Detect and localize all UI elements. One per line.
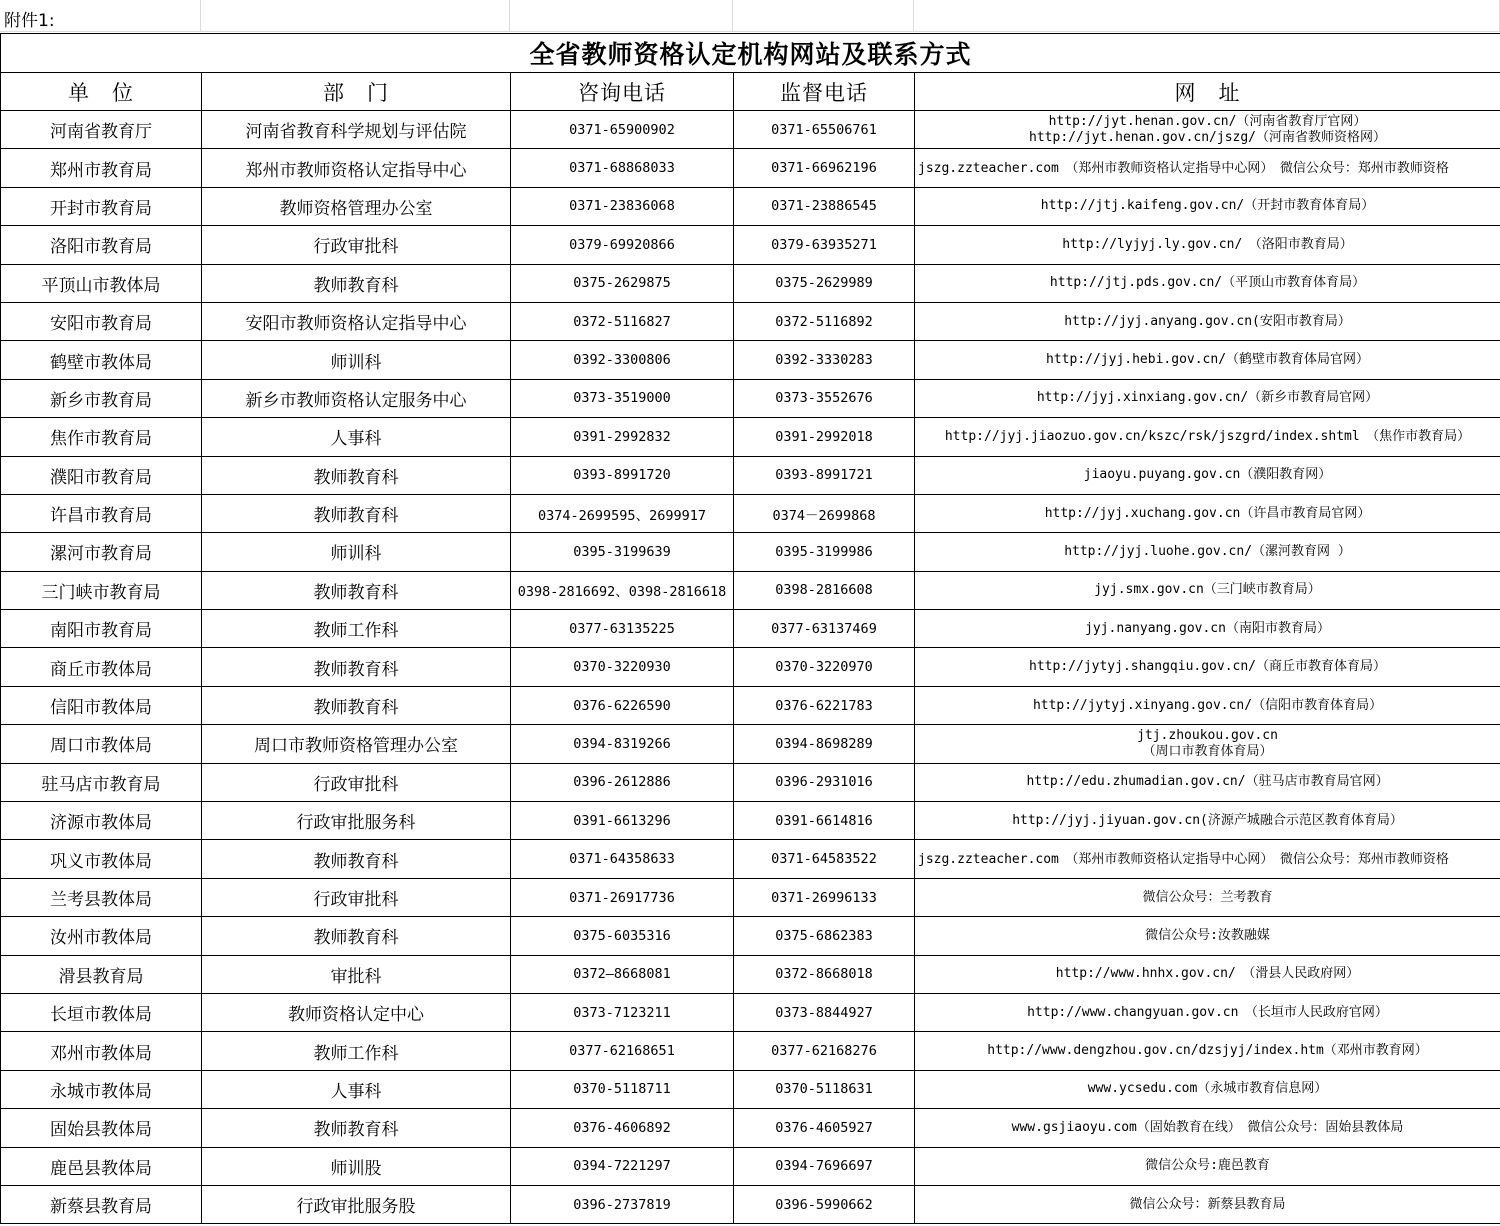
title-row [1,34,1500,73]
consult-phone-cell[interactable]: 0391-2992832 [511,418,734,456]
website-cell[interactable]: jyj.nanyang.gov.cn（南阳市教育局） [915,610,1500,648]
consult-phone-cell[interactable]: 0371-65900902 [511,111,734,149]
table-row [1,725,1500,763]
website-cell[interactable]: http://www.changyuan.gov.cn （长垣市人民政府官网） [915,993,1500,1031]
table-row [1,302,1500,340]
dept-cell[interactable]: 教师教育科 [202,571,511,609]
consult-phone-cell[interactable]: 0370-5118711 [511,1070,734,1108]
consult-phone-cell[interactable]: 0377-62168651 [511,1032,734,1070]
top-grid-row [0,0,1500,33]
dept-cell[interactable]: 审批科 [202,955,511,993]
supervise-phone-cell[interactable]: 0395-3199986 [734,533,915,571]
supervise-phone-cell[interactable]: 0375-6862383 [734,917,915,955]
unit-cell[interactable]: 河南省教育厅 [1,111,202,149]
unit-cell[interactable]: 新乡市教育局 [1,379,202,417]
consult-phone-cell[interactable]: 0394-8319266 [511,725,734,763]
website-cell[interactable]: jyj.smx.gov.cn（三门峡市教育局） [915,571,1500,609]
website-cell[interactable]: jszg.zzteacher.com （郑州市教师资格认定指导中心网） 微信公众号：郑州市教师资格 [915,149,1500,187]
unit-cell[interactable]: 平顶山市教体局 [1,264,202,302]
supervise-phone-cell[interactable]: 0394-8698289 [734,725,915,763]
consult-phone-cell[interactable]: 0396-2612886 [511,763,734,801]
table-row [1,1109,1500,1147]
header-dept: 部 门 [202,73,511,111]
consult-phone-cell[interactable]: 0377-63135225 [511,610,734,648]
consult-phone-cell[interactable]: 0375-6035316 [511,917,734,955]
table-row [1,878,1500,916]
table-row [1,379,1500,417]
unit-cell[interactable]: 长垣市教体局 [1,993,202,1031]
unit-cell[interactable]: 邓州市教体局 [1,1032,202,1070]
website-cell[interactable]: http://lyjyj.ly.gov.cn/ （洛阳市教育局） [915,226,1500,264]
dept-cell[interactable]: 师训科 [202,341,511,379]
supervise-phone-cell[interactable]: 0372-8668018 [734,955,915,993]
table-row [1,763,1500,801]
dept-cell[interactable]: 师训股 [202,1147,511,1185]
table-row [1,456,1500,494]
contact-table [0,33,1500,1224]
table-row [1,264,1500,302]
dept-cell[interactable]: 郑州市教师资格认定指导中心 [202,149,511,187]
header-unit: 单 位 [1,73,202,111]
website-cell[interactable]: http://jtj.kaifeng.gov.cn/（开封市教育体育局） [915,187,1500,225]
unit-cell[interactable]: 洛阳市教育局 [1,226,202,264]
dept-cell[interactable]: 行政审批科 [202,878,511,916]
dept-cell[interactable]: 教师教育科 [202,686,511,724]
website-cell[interactable]: http://jyj.hebi.gov.cn/（鹤壁市教育体局官网） [915,341,1500,379]
unit-cell[interactable]: 永城市教体局 [1,1070,202,1108]
unit-cell[interactable]: 固始县教体局 [1,1109,202,1147]
dept-cell[interactable]: 行政审批科 [202,226,511,264]
consult-phone-cell[interactable]: 0391-6613296 [511,802,734,840]
consult-phone-cell[interactable]: 0371-64358633 [511,840,734,878]
table-row [1,1032,1500,1070]
website-cell[interactable]: jszg.zzteacher.com （郑州市教师资格认定指导中心网） 微信公众号：郑州市教师资格 [915,840,1500,878]
table-row [1,610,1500,648]
consult-phone-cell[interactable]: 0394-7221297 [511,1147,734,1185]
header-supervise-phone: 监督电话 [734,73,915,111]
table-row [1,533,1500,571]
consult-phone-cell[interactable]: 0396-2737819 [511,1185,734,1223]
supervise-phone-cell[interactable]: 0375-2629989 [734,264,915,302]
website-cell[interactable]: http://jytyj.xinyang.gov.cn/（信阳市教育体育局） [915,686,1500,724]
unit-cell[interactable]: 郑州市教育局 [1,149,202,187]
supervise-phone-cell[interactable]: 0379-63935271 [734,226,915,264]
supervise-phone-cell[interactable]: 0372-5116892 [734,302,915,340]
website-cell[interactable]: http://jyj.xinxiang.gov.cn/（新乡市教育局官网） [915,379,1500,417]
website-cell[interactable]: http://jyj.xuchang.gov.cn（许昌市教育局官网） [915,494,1500,532]
unit-cell[interactable]: 安阳市教育局 [1,302,202,340]
dept-cell[interactable]: 安阳市教师资格认定指导中心 [202,302,511,340]
consult-phone-cell[interactable]: 0371-26917736 [511,878,734,916]
grid-cell[interactable] [201,0,510,32]
supervise-phone-cell[interactable]: 0370-3220970 [734,648,915,686]
consult-phone-cell[interactable]: 0375-2629875 [511,264,734,302]
dept-cell[interactable]: 教师教育科 [202,917,511,955]
website-cell[interactable]: http://jyj.luohe.gov.cn/（漯河教育网 ） [915,533,1500,571]
table-row [1,1070,1500,1108]
consult-phone-cell[interactable]: 0372-5116827 [511,302,734,340]
dept-cell[interactable]: 教师教育科 [202,456,511,494]
dept-cell[interactable]: 人事科 [202,1070,511,1108]
unit-cell[interactable]: 三门峡市教育局 [1,571,202,609]
website-cell[interactable]: 微信公众号：兰考教育 [915,878,1500,916]
supervise-phone-cell[interactable]: 0398-2816608 [734,571,915,609]
supervise-phone-cell[interactable]: 0391-2992018 [734,418,915,456]
website-line[interactable]: http://jyt.henan.gov.cn/jszg/（河南省教师资格网） [1029,129,1387,145]
table-row [1,840,1500,878]
dept-cell[interactable]: 教师工作科 [202,1032,511,1070]
table-row [1,226,1500,264]
consult-phone-cell[interactable]: 0376-4606892 [511,1109,734,1147]
table-row [1,111,1500,149]
table-row [1,802,1500,840]
supervise-phone-cell[interactable]: 0371-64583522 [734,840,915,878]
table-row [1,686,1500,724]
grid-cell[interactable] [510,0,733,32]
website-cell[interactable]: http://jyj.jiyuan.gov.cn(济源产城融合示范区教育体育局） [915,802,1500,840]
consult-phone-cell[interactable]: 0376-6226590 [511,686,734,724]
website-cell[interactable]: www.gsjiaoyu.com（固始教育在线） 微信公众号：固始县教体局 [915,1109,1500,1147]
table-row [1,648,1500,686]
supervise-phone-cell[interactable]: 0392-3330283 [734,341,915,379]
website-cell[interactable] [915,725,1500,763]
attachment-label: 附件1: [4,11,55,31]
consult-phone-cell[interactable]: 0373-3519000 [511,379,734,417]
supervise-phone-cell[interactable]: 0377-62168276 [734,1032,915,1070]
website-cell[interactable]: http://www.dengzhou.gov.cn/dzsjyj/index.htm（邓州市教育网） [915,1032,1500,1070]
dept-cell[interactable]: 周口市教师资格管理办公室 [202,725,511,763]
dept-cell[interactable]: 行政审批服务股 [202,1185,511,1223]
unit-cell[interactable]: 兰考县教体局 [1,878,202,916]
unit-cell[interactable]: 濮阳市教育局 [1,456,202,494]
dept-cell[interactable]: 河南省教育科学规划与评估院 [202,111,511,149]
consult-phone-cell[interactable]: 0395-3199639 [511,533,734,571]
supervise-phone-cell[interactable]: 0371-26996133 [734,878,915,916]
header-row [1,73,1500,111]
website-cell[interactable]: http://edu.zhumadian.gov.cn/（驻马店市教育局官网） [915,763,1500,801]
consult-phone-cell[interactable]: 0392-3300806 [511,341,734,379]
consult-phone-cell[interactable]: 0370-3220930 [511,648,734,686]
dept-cell[interactable]: 教师教育科 [202,648,511,686]
dept-cell[interactable]: 教师资格认定中心 [202,993,511,1031]
dept-cell[interactable]: 教师教育科 [202,1109,511,1147]
website-cell[interactable]: 微信公众号:鹿邑教育 [915,1147,1500,1185]
table-row [1,571,1500,609]
website-cell[interactable]: http://jyj.anyang.gov.cn(安阳市教育局） [915,302,1500,340]
unit-cell[interactable]: 漯河市教育局 [1,533,202,571]
consult-phone-cell[interactable]: 0372—8668081 [511,955,734,993]
grid-cell[interactable] [733,0,914,32]
supervise-phone-cell[interactable]: 0391-6614816 [734,802,915,840]
website-cell[interactable]: www.ycsedu.com（永城市教育信息网） [915,1070,1500,1108]
website-line[interactable]: http://jyt.henan.gov.cn/（河南省教育厅官网） [1048,113,1367,129]
dept-cell[interactable]: 教师教育科 [202,494,511,532]
consult-phone-cell[interactable]: 0371-23836068 [511,187,734,225]
unit-cell[interactable]: 开封市教育局 [1,187,202,225]
supervise-phone-cell[interactable]: 0374－2699868 [734,494,915,532]
unit-cell[interactable]: 济源市教体局 [1,802,202,840]
dept-cell[interactable]: 行政审批科 [202,763,511,801]
dept-cell[interactable]: 新乡市教师资格认定服务中心 [202,379,511,417]
table-row [1,1185,1500,1223]
website-cell[interactable]: jiaoyu.puyang.gov.cn（濮阳教育网） [915,456,1500,494]
consult-phone-cell[interactable]: 0379-69920866 [511,226,734,264]
dept-cell[interactable]: 教师资格管理办公室 [202,187,511,225]
unit-cell[interactable]: 焦作市教育局 [1,418,202,456]
unit-cell[interactable]: 鹿邑县教体局 [1,1147,202,1185]
table-row [1,993,1500,1031]
consult-phone-cell[interactable]: 0374-2699595、2699917 [511,494,734,532]
table-body [1,111,1500,1224]
unit-cell[interactable]: 滑县教育局 [1,955,202,993]
supervise-phone-cell[interactable]: 0373-8844927 [734,993,915,1031]
table-row [1,1147,1500,1185]
supervise-phone-cell[interactable]: 0373-3552676 [734,379,915,417]
unit-cell[interactable]: 新蔡县教育局 [1,1185,202,1223]
website-line[interactable]: jtj.zhoukou.gov.cn [1137,727,1278,743]
table-row [1,955,1500,993]
dept-cell[interactable]: 教师教育科 [202,840,511,878]
unit-cell[interactable]: 南阳市教育局 [1,610,202,648]
consult-phone-cell[interactable]: 0398-2816692、0398-2816618 [511,571,734,609]
website-cell[interactable]: http://jtj.pds.gov.cn/（平顶山市教育体育局） [915,264,1500,302]
table-row [1,149,1500,187]
unit-cell[interactable]: 信阳市教体局 [1,686,202,724]
table-row [1,917,1500,955]
website-cell[interactable] [915,111,1500,149]
supervise-phone-cell[interactable]: 0394-7696697 [734,1147,915,1185]
supervise-phone-cell[interactable]: 0376-4605927 [734,1109,915,1147]
supervise-phone-cell[interactable]: 0396-5990662 [734,1185,915,1223]
header-website: 网 址 [915,73,1500,111]
supervise-phone-cell[interactable]: 0377-63137469 [734,610,915,648]
supervise-phone-cell[interactable]: 0371-66962196 [734,149,915,187]
consult-phone-cell[interactable]: 0373-7123211 [511,993,734,1031]
supervise-phone-cell[interactable]: 0376-6221783 [734,686,915,724]
unit-cell[interactable]: 汝州市教体局 [1,917,202,955]
unit-cell[interactable]: 驻马店市教育局 [1,763,202,801]
table-row [1,341,1500,379]
website-cell[interactable]: 微信公众号:汝教融媒 [915,917,1500,955]
consult-phone-cell[interactable]: 0371-68868033 [511,149,734,187]
website-cell[interactable]: http://jytyj.shangqiu.gov.cn/（商丘市教育体育局） [915,648,1500,686]
website-cell[interactable]: 微信公众号：新蔡县教育局 [915,1185,1500,1223]
consult-phone-cell[interactable]: 0393-8991720 [511,456,734,494]
grid-cell[interactable] [914,0,1500,32]
table-title: 全省教师资格认定机构网站及联系方式 [1,34,1500,73]
dept-cell[interactable]: 教师工作科 [202,610,511,648]
website-cell[interactable]: http://www.hnhx.gov.cn/ （滑县人民政府网） [915,955,1500,993]
supervise-phone-cell[interactable]: 0371-23886545 [734,187,915,225]
supervise-phone-cell[interactable]: 0371-65506761 [734,111,915,149]
table-row [1,418,1500,456]
dept-cell[interactable]: 行政审批服务科 [202,802,511,840]
header-consult-phone: 咨询电话 [511,73,734,111]
supervise-phone-cell[interactable]: 0370-5118631 [734,1070,915,1108]
website-line[interactable]: （周口市教育体育局） [1142,743,1273,759]
website-cell[interactable]: http://jyj.jiaozuo.gov.cn/kszc/rsk/jszgrd/index.shtml （焦作市教育局） [915,418,1500,456]
table-row [1,494,1500,532]
unit-cell[interactable]: 商丘市教体局 [1,648,202,686]
dept-cell[interactable]: 人事科 [202,418,511,456]
unit-cell[interactable]: 周口市教体局 [1,725,202,763]
dept-cell[interactable]: 师训科 [202,533,511,571]
supervise-phone-cell[interactable]: 0396-2931016 [734,763,915,801]
supervise-phone-cell[interactable]: 0393-8991721 [734,456,915,494]
unit-cell[interactable]: 鹤壁市教体局 [1,341,202,379]
table-row [1,187,1500,225]
dept-cell[interactable]: 教师教育科 [202,264,511,302]
unit-cell[interactable]: 许昌市教育局 [1,494,202,532]
unit-cell[interactable]: 巩义市教体局 [1,840,202,878]
